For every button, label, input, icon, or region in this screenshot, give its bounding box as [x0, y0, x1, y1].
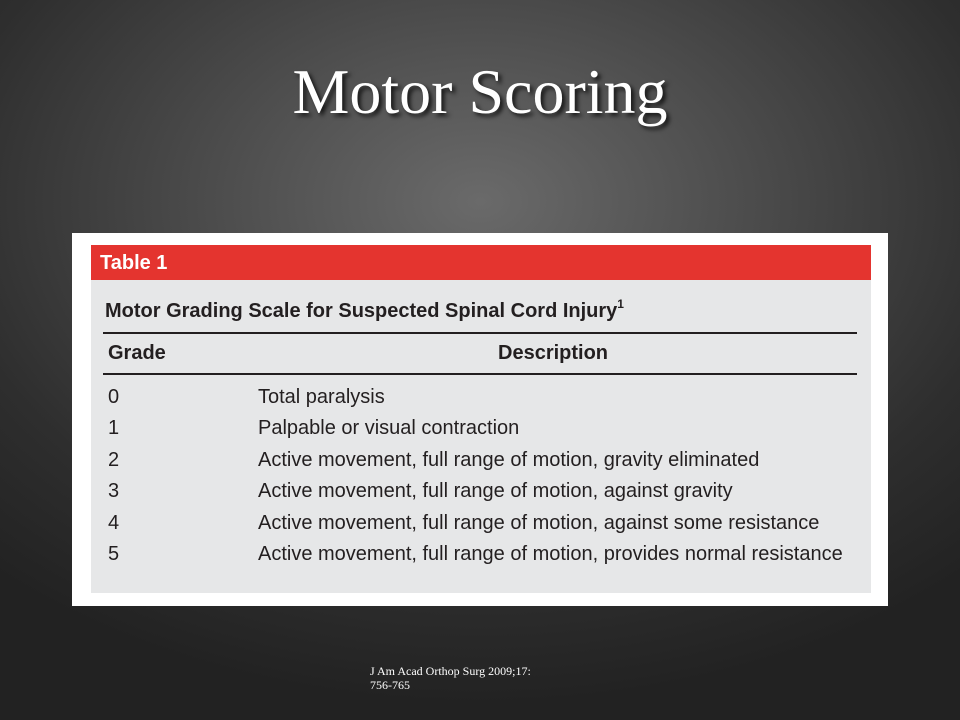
grade-cell: 0 — [108, 386, 120, 408]
grade-cell: 2 — [108, 448, 120, 471]
description-cell: Palpable or visual contraction — [258, 417, 520, 440]
table-caption — [105, 299, 624, 323]
table-rule-top — [103, 332, 857, 334]
table-panel — [91, 245, 871, 593]
table-rule-header — [103, 373, 857, 375]
table-row — [91, 542, 871, 573]
table-body — [91, 385, 871, 573]
table-row — [91, 511, 871, 542]
column-header-grade: Grade — [108, 342, 166, 364]
description-cell: Active movement, full range of motion, provides normal resistance — [258, 542, 843, 565]
description-cell: Active movement, full range of motion, against gravity — [258, 480, 733, 503]
grade-cell: 1 — [108, 417, 120, 440]
description-cell: Active movement, full range of motion, gravity eliminated — [258, 448, 760, 471]
table-row — [91, 416, 871, 447]
table-label: Table 1 — [100, 252, 168, 274]
grade-cell: 4 — [108, 511, 120, 534]
grade-cell: 3 — [108, 480, 120, 503]
table-row — [91, 448, 871, 479]
description-cell: Total paralysis — [258, 386, 385, 408]
grade-cell: 5 — [108, 542, 120, 565]
citation-line-2: 756-765 — [370, 678, 410, 692]
description-cell: Active movement, full range of motion, against some resistance — [258, 511, 820, 534]
table-row — [91, 385, 871, 416]
table-caption-text: Motor Grading Scale for Suspected Spinal Cord Injury — [105, 300, 618, 322]
table-header-bar — [91, 245, 871, 280]
table-row — [91, 479, 871, 510]
citation — [370, 664, 570, 692]
column-header-description: Description — [498, 342, 609, 364]
slide-title: Motor Scoring — [292, 56, 668, 127]
table-figure — [72, 233, 888, 606]
table-caption-footnote-marker: 1 — [617, 297, 624, 311]
citation-line-1: J Am Acad Orthop Surg 2009;17: — [370, 664, 531, 678]
